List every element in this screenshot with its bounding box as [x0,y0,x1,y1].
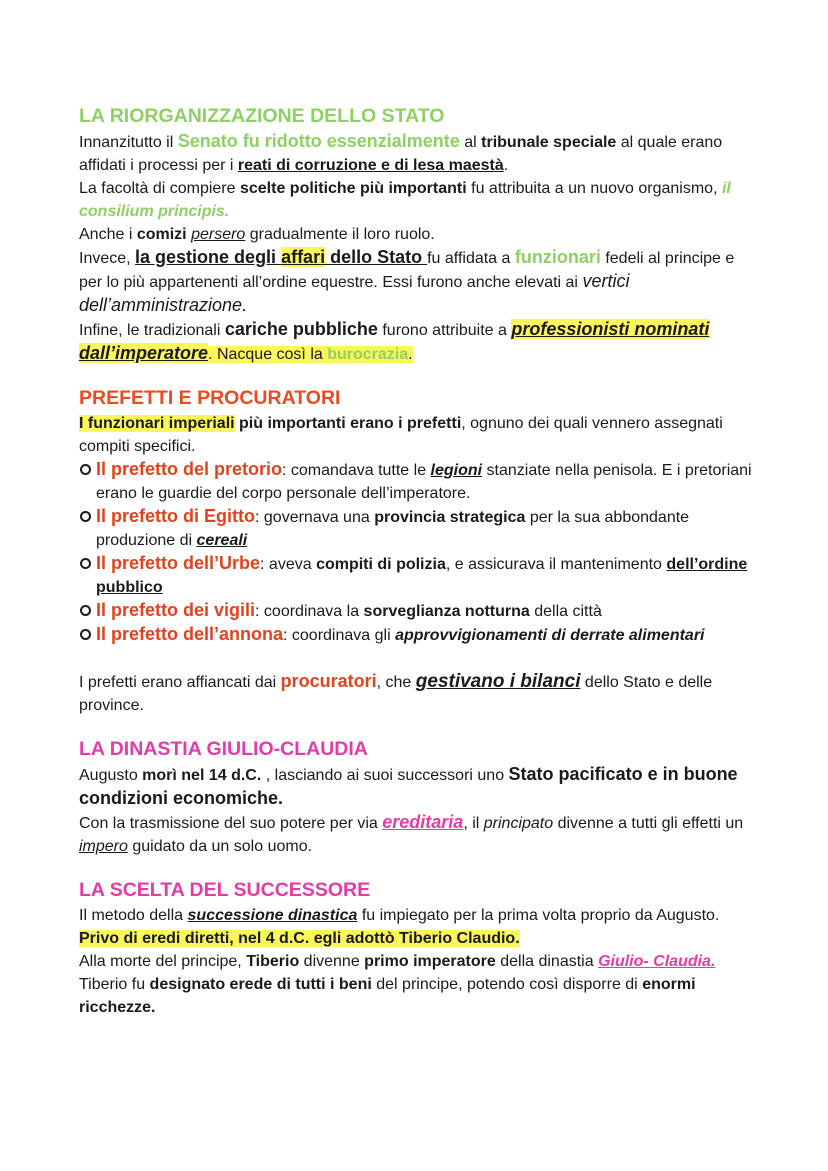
paragraph [79,763,759,811]
text: Alla morte del principe, [79,953,247,970]
bullet-circle-icon [80,558,91,569]
text: stanziate nella penisola. E i pretoriani erano le guardie del corpo personale dell’imperatore. [96,462,752,502]
text: del principe, potendo così disporre di [371,976,643,993]
text: dello Stato [325,247,428,267]
section-prefetti [79,386,759,717]
text: : comandava tutte le [282,462,431,479]
text: primo imperatore [364,953,496,970]
text: scelte politiche più importanti [239,180,467,197]
text: principato [483,815,554,832]
text: Anche i [79,226,137,243]
text: : aveva [260,556,317,573]
text: Con la trasmissione del suo potere per via [79,815,383,832]
text: Invece, [79,250,136,267]
text: fu attribuita a un nuovo organismo, [466,180,722,197]
text: , e assicurava il mantenimento [445,556,667,573]
text: Privo di eredi diretti, nel 4 d.C. egli adottò Tiberio Claudio. [79,930,520,947]
text: il consilium principis. [79,180,731,220]
text: della città [529,603,602,620]
text: Il metodo della [79,907,188,924]
text: . Nacque così la [208,346,328,363]
text: cereali [196,532,248,549]
text: . [503,157,509,174]
text: . [408,346,413,363]
text: guidato da un solo uomo. [127,838,313,855]
text: dello Stato e delle province. [79,674,713,714]
text: funzionari [514,247,601,267]
text: della dinastia [495,953,599,970]
list-item [79,599,759,623]
text: provincia strategica [374,509,526,526]
paragraph [79,950,759,973]
list-item [79,458,759,505]
list-item [79,623,759,647]
section-title: PREFETTI E PROCURATORI [79,387,341,409]
text: gestivano i bilanci [415,671,581,692]
text: successione dinastica [187,907,358,924]
text: , che [376,674,416,691]
text: I prefetti erano affiancati dai [79,674,281,691]
text: per la sua abbondante produzione di [96,509,690,549]
text: enormi ricchezze. [79,976,696,1016]
paragraph [79,670,759,717]
text: dell’ordine pubblico [96,556,748,596]
section-dinastia [79,737,759,858]
section-title: LA DINASTIA GIULIO-CLAUDIA [79,738,368,760]
text: al quale erano affidati i processi per i [79,134,723,174]
text: , il [463,815,484,832]
list-item [79,552,759,599]
paragraph [79,246,759,318]
text: Tiberio fu [79,976,150,993]
text: cariche pubbliche [224,319,378,339]
paragraph [79,973,759,1019]
text: I funzionari imperiali [79,415,235,432]
text: Il prefetto dell’annona [96,624,284,644]
paragraph [79,318,759,366]
prefects-list [79,458,759,647]
text: furono attribuite a [377,322,512,339]
text: Il prefetto di Egitto [96,506,255,526]
text: Stato pacificato e in buone condizioni economiche. [79,764,738,808]
text: morì nel 14 d.C. [142,767,262,784]
text: Senato fu ridotto essenzialmente [177,131,460,151]
text: Tiberio [246,953,300,970]
text: Infine, le tradizionali [79,322,225,339]
text: : coordinava la [255,603,364,620]
section-title: LA SCELTA DEL SUCCESSORE [79,879,371,901]
text: fu impiegato per la prima volta proprio da Augusto. [357,907,720,924]
paragraph [79,223,759,246]
text: , lasciando ai suoi successori uno [261,767,509,784]
text: affari [281,247,326,267]
text: designato erede di tutti i beni [149,976,372,993]
text: la gestione degli [135,247,282,267]
section-successore [79,878,759,1019]
text: : governava una [255,509,375,526]
section-title: LA RIORGANIZZAZIONE DELLO STATO [79,105,445,127]
text: Augusto [79,767,143,784]
text: , ognuno dei quali vennero assegnati compiti specifici. [79,415,723,455]
spacer [79,647,759,670]
bullet-circle-icon [80,511,91,522]
text: fu affidata a [427,250,515,267]
text: Il prefetto dell’Urbe [96,553,261,573]
text: compiti di polizia [316,556,446,573]
text: impero [79,838,128,855]
bullet-circle-icon [80,464,91,475]
text: fedeli al principe e per lo più appartenenti all’ordine equestre. Essi furono anche elevati ai [79,250,735,291]
text: procuratori [280,671,377,691]
text: divenne a tutti gli effetti un [553,815,744,832]
paragraph [79,811,759,858]
text: legioni [430,462,483,479]
text: burocrazia [327,346,409,363]
bullet-circle-icon [80,605,91,616]
text: Innanzitutto il [79,134,178,151]
list-item [79,505,759,552]
text: più importanti erano i prefetti [234,415,462,432]
notes-content [79,104,759,1019]
text: divenne [299,953,365,970]
text: professionisti nominati dall’imperatore [79,319,710,363]
text: Il prefetto del pretorio [96,459,283,479]
text: persero [191,226,246,243]
paragraph [79,130,759,177]
text: La facoltà di compiere [79,180,240,197]
text: tribunale speciale [481,134,617,151]
text: comizi [136,226,187,243]
text: reati di corruzione e di lesa maestà [237,157,504,174]
paragraph [79,412,759,458]
text: sorveglianza notturna [363,603,530,620]
text: Giulio- Claudia. [598,953,716,970]
text: gradualmente il loro ruolo. [245,226,435,243]
text: al [459,134,482,151]
text: vertici dell’amministrazione. [79,271,630,315]
text: ereditaria [382,812,464,832]
section-riorganizzazione [79,104,759,366]
bullet-circle-icon [80,629,91,640]
paragraph [79,904,759,950]
text: : coordinava gli [283,627,396,644]
paragraph [79,177,759,223]
text: Il prefetto dei vigili [96,600,256,620]
text: approvvigionamenti di derrate alimentari [395,627,705,644]
